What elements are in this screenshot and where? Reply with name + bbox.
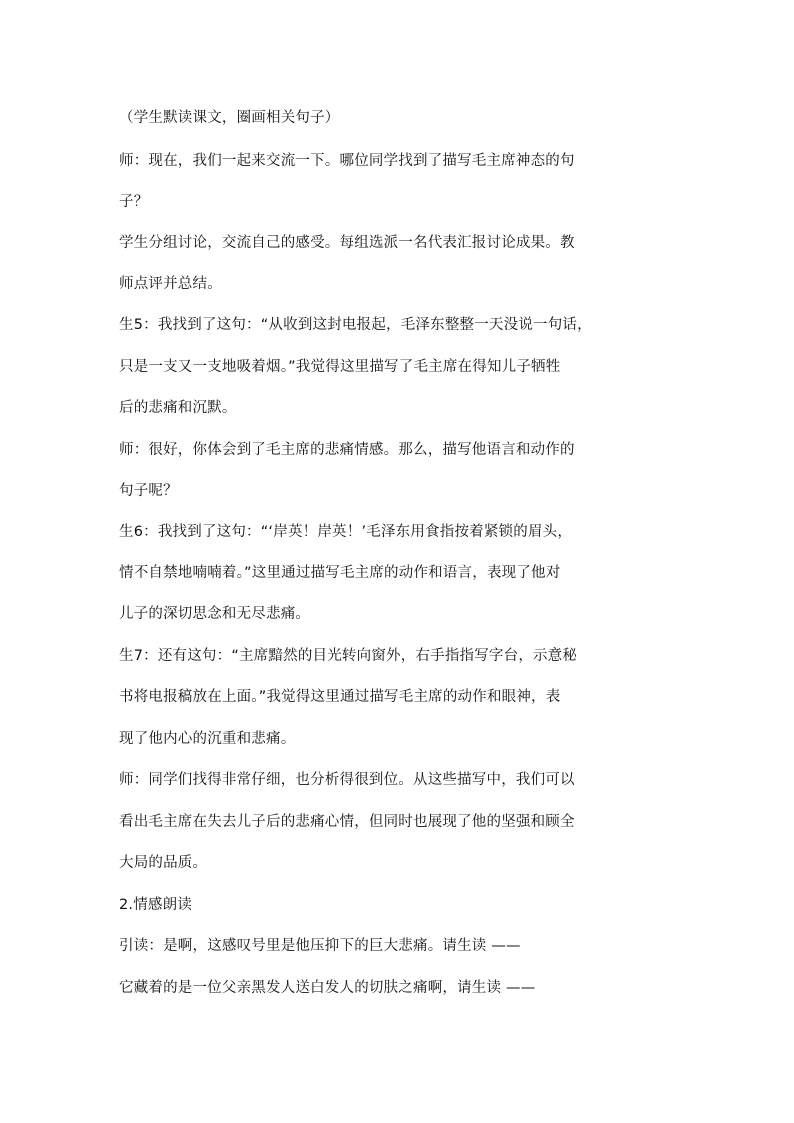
text-line: （学生默读课文，圈画相关句子） <box>119 110 340 126</box>
text-line: 子？ <box>119 194 149 210</box>
text-line: 后的悲痛和沉默。 <box>119 400 237 416</box>
text-line: 师：同学们找得非常仔细，也分析得很到位。从这些描写中，我们可以 <box>119 772 575 788</box>
text-line: 生7：还有这句：“主席黯然的目光转向窗外，右手指指写字台，示意秘 <box>119 648 578 664</box>
text-line: 看出毛主席在失去儿子后的悲痛心情，但同时也展现了他的坚强和顾全 <box>119 814 575 830</box>
text-line: 师：很好，你体会到了毛主席的悲痛情感。那么，描写他语言和动作的 <box>119 442 575 458</box>
text-line: 儿子的深切思念和无尽悲痛。 <box>119 606 311 622</box>
text-line: 生6：我找到了这句：“‘岸英！岸英！’毛泽东用食指按着紧锁的眉头， <box>119 524 573 540</box>
text-line: 句子呢？ <box>119 483 178 499</box>
text-line: 生5：我找到了这句：“从收到这封电报起，毛泽东整整一天没说一句话， <box>119 317 592 333</box>
text-line: 学生分组讨论，交流自己的感受。每组选派一名代表汇报讨论成果。教 <box>119 235 575 251</box>
text-line: 只是一支又一支地吸着烟。”我觉得这里描写了毛主席在得知儿子牺牲 <box>119 359 561 375</box>
section-heading: 2.情感朗读 <box>119 897 193 913</box>
text-line: 师：现在，我们一起来交流一下。哪位同学找到了描写毛主席神态的句 <box>119 153 575 169</box>
text-line: 书将电报稿放在上面。”我觉得这里通过描写毛主席的动作和眼神，表 <box>119 689 561 705</box>
text-line: 引读：是啊，这感叹号里是他压抑下的巨大悲痛。请生读 —— <box>119 938 521 954</box>
text-line: 大局的品质。 <box>119 855 208 871</box>
text-line: 现了他内心的沉重和悲痛。 <box>119 731 296 747</box>
text-line: 师点评并总结。 <box>119 276 222 292</box>
text-line: 情不自禁地喃喃着。”这里通过描写毛主席的动作和语言，表现了他对 <box>119 565 561 581</box>
text-line: 它藏着的是一位父亲黑发人送白发人的切肤之痛啊，请生读 —— <box>119 980 536 996</box>
